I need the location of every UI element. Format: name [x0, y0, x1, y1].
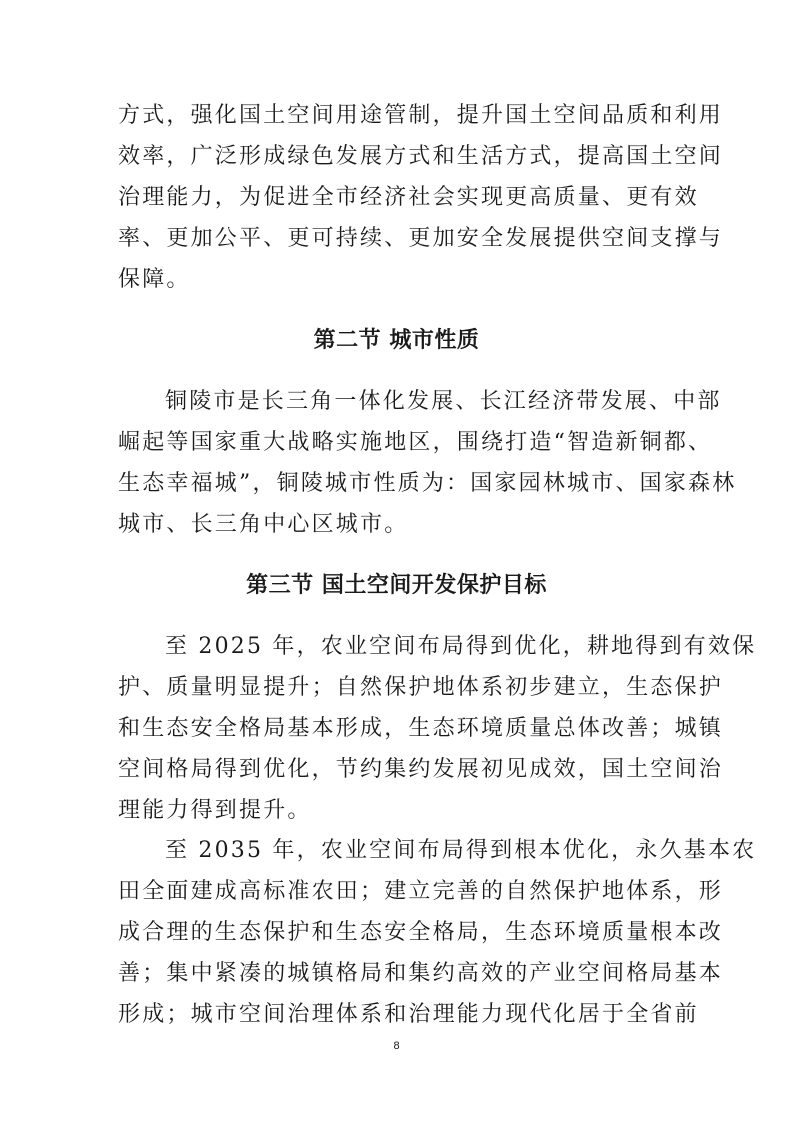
text-line: 崛起等国家重大战略实施地区，围绕打造“智造新铜都、 [118, 430, 713, 455]
text-line: 和生态安全格局基本形成，生态环境质量总体改善；城镇 [118, 716, 724, 741]
text-line: 效率，广泛形成绿色发展方式和生活方式，提高国土空间 [118, 144, 724, 169]
text-line: 保障。 [118, 267, 191, 292]
text-line: 善；集中紧凑的城镇格局和集约高效的产业空间格局基本 [118, 961, 724, 986]
section-heading-city-nature: 第二节 城市性质 [313, 328, 480, 353]
text-line: 生态幸福城”，铜陵城市性质为：国家园林城市、国家森林 [118, 471, 737, 496]
text-line: 形成；城市空间治理体系和治理能力现代化居于全省前 [118, 1002, 699, 1027]
text-line: 城市、长三角中心区城市。 [118, 512, 409, 537]
text-line: 成合理的生态保护和生态安全格局，生态环境质量根本改 [118, 920, 724, 945]
text-line: 田全面建成高标准农田；建立完善的自然保护地体系，形 [118, 879, 724, 904]
text-line: 理能力得到提升。 [118, 798, 312, 823]
text-line: 方式，强化国土空间用途管制，提升国土空间品质和利用 [118, 103, 724, 128]
page-number: 8 [393, 1040, 400, 1052]
section-heading-development-goals: 第三节 国土空间开发保护目标 [246, 573, 547, 598]
text-line: 护、质量明显提升；自然保护地体系初步建立，生态保护 [118, 675, 724, 700]
text-line: 空间格局得到优化，节约集约发展初见成效，国土空间治 [118, 757, 724, 782]
text-line: 治理能力，为促进全市经济社会实现更高质量、更有效 [118, 185, 699, 210]
text-line: 至 2035 年，农业空间布局得到根本优化，永久基本农 [165, 838, 757, 863]
text-line: 至 2025 年，农业空间布局得到优化，耕地得到有效保 [165, 634, 757, 659]
text-line: 率、更加公平、更可持续、更加安全发展提供空间支撑与 [118, 226, 724, 251]
text-line: 铜陵市是长三角一体化发展、长江经济带发展、中部 [165, 389, 722, 414]
